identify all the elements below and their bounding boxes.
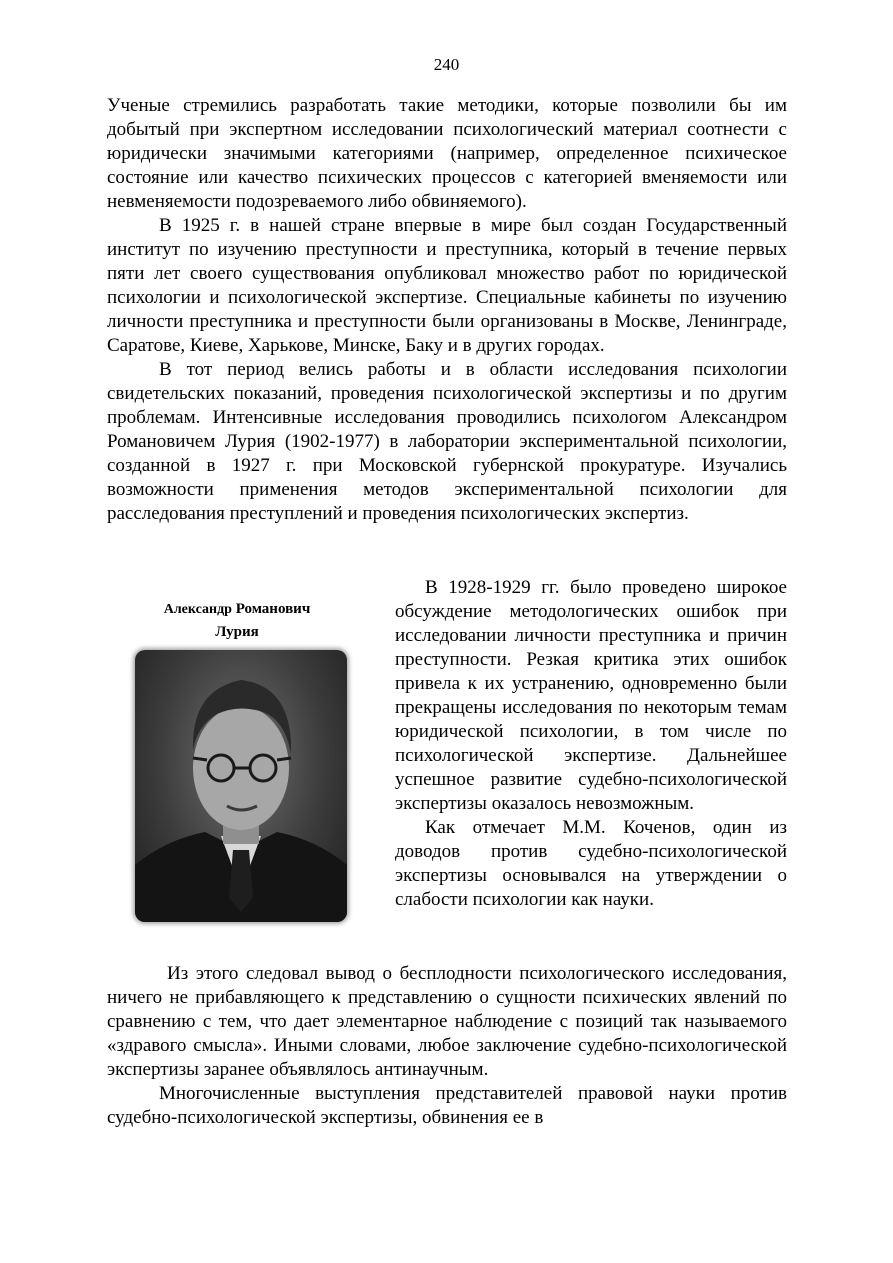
portrait-photo (135, 650, 347, 922)
figure-caption (137, 598, 337, 643)
page-number: 240 (433, 55, 460, 74)
text-block-bottom (107, 962, 787, 1130)
paragraph: Ученые стремились разработать такие методики, которые позволили бы им добытый при экспертном исследовании психологический материал соотнести с юридически значимыми категориями (например, определенное психическое состояние или качество психических процессов с категорией вменяемости или невменяемости подозреваемого либо обвиняемого). (107, 95, 787, 212)
portrait-illustration (135, 650, 347, 922)
paragraph: Как отмечает М.М. Коченов, один из доводов против судебно-психологической экспертизы основывался на утверждении о слабости психологии как науки. (395, 817, 787, 910)
caption-patronymic: Романович (235, 601, 311, 617)
paragraph: В 1928-1929 гг. было проведено широкое обсуждение методологических ошибок при исследовании личности преступника и причин преступности. Резкая критика этих ошибок привела к их устранению, одновременно были прекращены исследования по некоторым темам юридической психологии, в том числе по психологической экспертизе. Дальнейшее успешное развитие судебно-психологической экспертизы оказалось невозможным. (395, 577, 787, 814)
paragraph: Из этого следовал вывод о бесплодности психологического исследования, ничего не прибавляющего к представлению о сущности психических явлений по сравнению с тем, что дает элементарное наблюдение с позиций так называемого «здравого смысла». Иными словами, любое заключение судебно-психологической экспертизы заранее объявлялось антинаучным. (107, 963, 787, 1080)
text-block-wrapped (395, 576, 787, 912)
caption-surname: Лурия (215, 624, 259, 640)
paragraph: В тот период велись работы и в области исследования психологии свидетельских показаний, проведения психологической экспертизы и по другим проблемам. Интенсивные исследования проводились психологом Александром Романовичем Лурия (1902-1977) в лаборатории экспериментальной психологии, созданной в 1927 г. при Московской губернской прокуратуре. Изучались возможности применения методов экспериментальной психологии для расследования преступлений и проведения психологических экспертиз. (107, 359, 787, 524)
caption-first-name: Александр (163, 602, 232, 617)
text-block-top (107, 94, 787, 526)
figure-section (107, 574, 787, 964)
paragraph: В 1925 г. в нашей стране впервые в мире был создан Государственный институт по изучению преступности и преступника, который в течение первых пяти лет своего существования опубликовал множество работ по юридической психологии и психологической экспертизе. Специальные кабинеты по изучению личности преступника и преступности были организованы в Москве, Ленинграде, Саратове, Киеве, Харькове, Минске, Баку и в других городах. (107, 215, 787, 356)
paragraph: Многочисленные выступления представителей правовой науки против судебно-психологической экспертизы, обвинения ее в (107, 1083, 787, 1128)
